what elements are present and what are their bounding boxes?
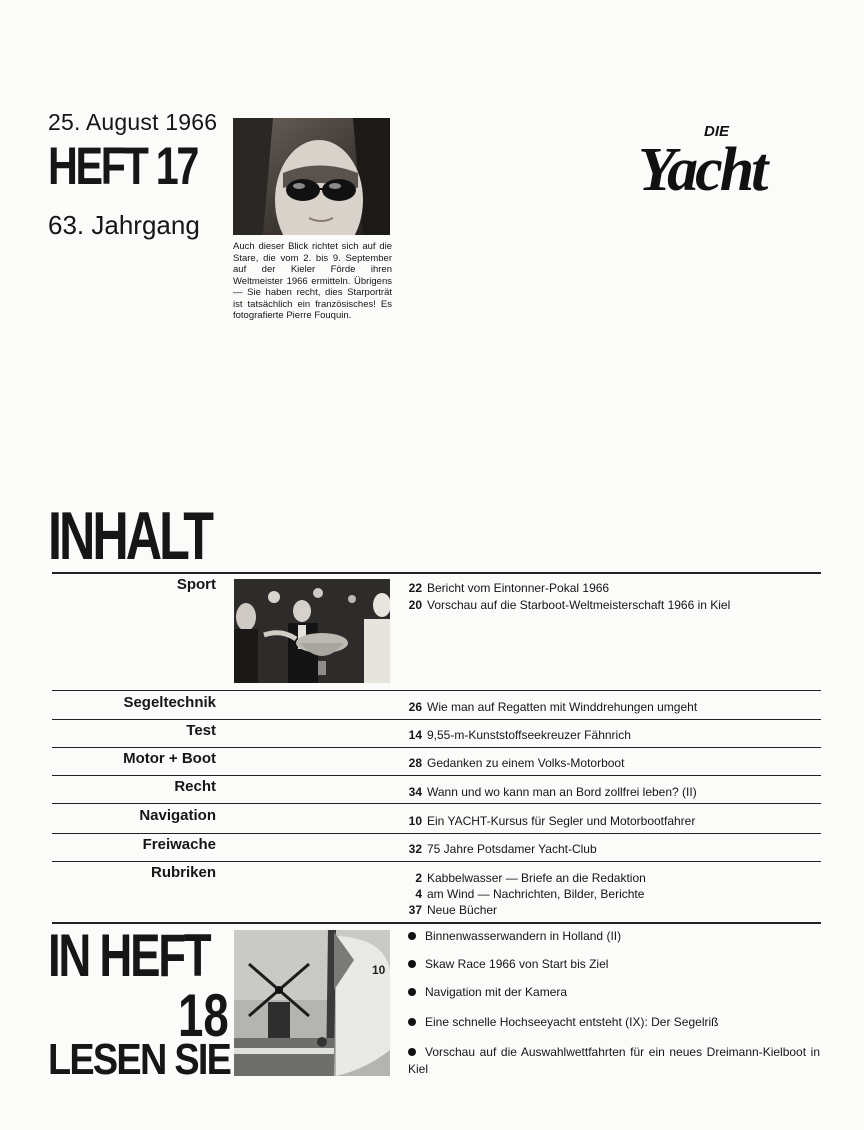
article-title: Gedanken zu einem Volks-Motorboot	[427, 756, 625, 770]
next-issue-number: 18	[178, 982, 229, 1049]
article-title: 9,55-m-Kunststoffseekreuzer Fähnrich	[427, 728, 631, 742]
category-navigation: Navigation	[139, 807, 216, 824]
logo-main-text: Yacht	[638, 136, 766, 204]
bullet-icon	[408, 960, 416, 968]
divider	[52, 690, 821, 691]
article-entry[interactable]	[404, 814, 695, 828]
cover-photo-caption: Auch dieser Blick richtet sich auf die Stare, die vom 2. bis 9. September auf der Kieler Förde ihren Weltmeister 1966 ermitteln. Übrigens — Sie haben recht, dies Starporträt ist tatsächlich ein französisches! Es fotografierte Pierre Fouquin.	[233, 241, 392, 321]
article-title: Ein YACHT-Kursus für Segler und Motorbootfahrer	[427, 814, 696, 828]
category-sport: Sport	[176, 576, 216, 593]
category-rubriken: Rubriken	[150, 864, 216, 881]
logo-small-text: DIE	[704, 123, 730, 140]
page-number: 20	[408, 598, 422, 612]
divider	[52, 833, 821, 834]
die-yacht-logo	[636, 110, 816, 210]
page-number: 32	[408, 842, 422, 856]
cover-portrait-photo	[233, 118, 390, 235]
article-entry[interactable]	[404, 871, 646, 885]
article-title: Kabbelwasser — Briefe an die Redaktion	[427, 871, 646, 885]
svg-text:10: 10	[372, 963, 386, 977]
volume-year: 63. Jahrgang	[48, 210, 200, 240]
article-entry[interactable]	[404, 598, 730, 612]
article-entry[interactable]	[404, 756, 624, 770]
article-entry[interactable]	[404, 842, 597, 856]
category-test: Test	[186, 722, 216, 739]
article-title: Bericht vom Eintonner-Pokal 1966	[427, 581, 610, 595]
bullet-icon	[408, 932, 416, 940]
page-number: 26	[408, 700, 422, 714]
next-issue-item: Navigation mit der Kamera	[408, 985, 567, 999]
article-title: Wann und wo kann man an Bord zollfrei leben? (II)	[427, 785, 697, 799]
page-number: 4	[415, 887, 422, 901]
category-segeltechnik: Segeltechnik	[123, 694, 216, 711]
page-number: 22	[408, 581, 422, 595]
next-issue-item: Vorschau auf die Auswahlwettfahrten für ein neues Dreimann-Kielboot in Kiel	[408, 1045, 820, 1076]
page-number: 10	[408, 814, 422, 828]
article-entry[interactable]	[404, 903, 497, 917]
article-title: Neue Bücher	[427, 903, 498, 917]
bullet-icon	[408, 1018, 416, 1026]
page-number: 37	[408, 903, 422, 917]
bullet-icon	[408, 1048, 416, 1056]
page-number: 34	[408, 785, 422, 799]
bullet-icon	[408, 988, 416, 996]
next-issue-item: Binnenwasserwandern in Holland (II)	[408, 929, 621, 943]
article-entry[interactable]	[404, 728, 631, 742]
category-motor-boot: Motor + Boot	[123, 750, 216, 767]
divider	[52, 803, 821, 804]
category-recht: Recht	[174, 778, 216, 795]
divider	[52, 775, 821, 776]
page-number: 28	[408, 756, 422, 770]
article-title: Wie man auf Regatten mit Winddrehungen umgeht	[427, 700, 698, 714]
page-number: 14	[408, 728, 422, 742]
windmill-sailboat-photo	[234, 930, 390, 1076]
article-title: Vorschau auf die Starboot-Weltmeisterschaft 1966 in Kiel	[427, 598, 731, 612]
divider	[52, 861, 821, 862]
contents-title: INHALT	[48, 498, 211, 574]
divider	[52, 747, 821, 748]
issue-number: HEFT 17	[48, 137, 198, 196]
page-number: 2	[415, 871, 422, 885]
trophy-ceremony-photo	[234, 579, 390, 683]
next-issue-heading-line1: IN HEFT	[48, 922, 210, 989]
article-entry[interactable]	[404, 700, 697, 714]
divider	[52, 572, 821, 574]
article-title: 75 Jahre Potsdamer Yacht-Club	[427, 842, 597, 856]
article-title: am Wind — Nachrichten, Bilder, Berichte	[427, 887, 645, 901]
divider	[52, 719, 821, 720]
next-issue-item: Skaw Race 1966 von Start bis Ziel	[408, 957, 608, 971]
article-entry[interactable]	[404, 785, 697, 799]
article-entry[interactable]	[404, 581, 609, 595]
category-freiwache: Freiwache	[142, 836, 216, 853]
issue-date: 25. August 1966	[48, 109, 218, 135]
next-issue-item: Eine schnelle Hochseeyacht entsteht (IX): Der Segelriß	[408, 1015, 718, 1029]
next-issue-heading-line3: LESEN SIE	[48, 1035, 231, 1084]
article-entry[interactable]	[404, 887, 644, 901]
